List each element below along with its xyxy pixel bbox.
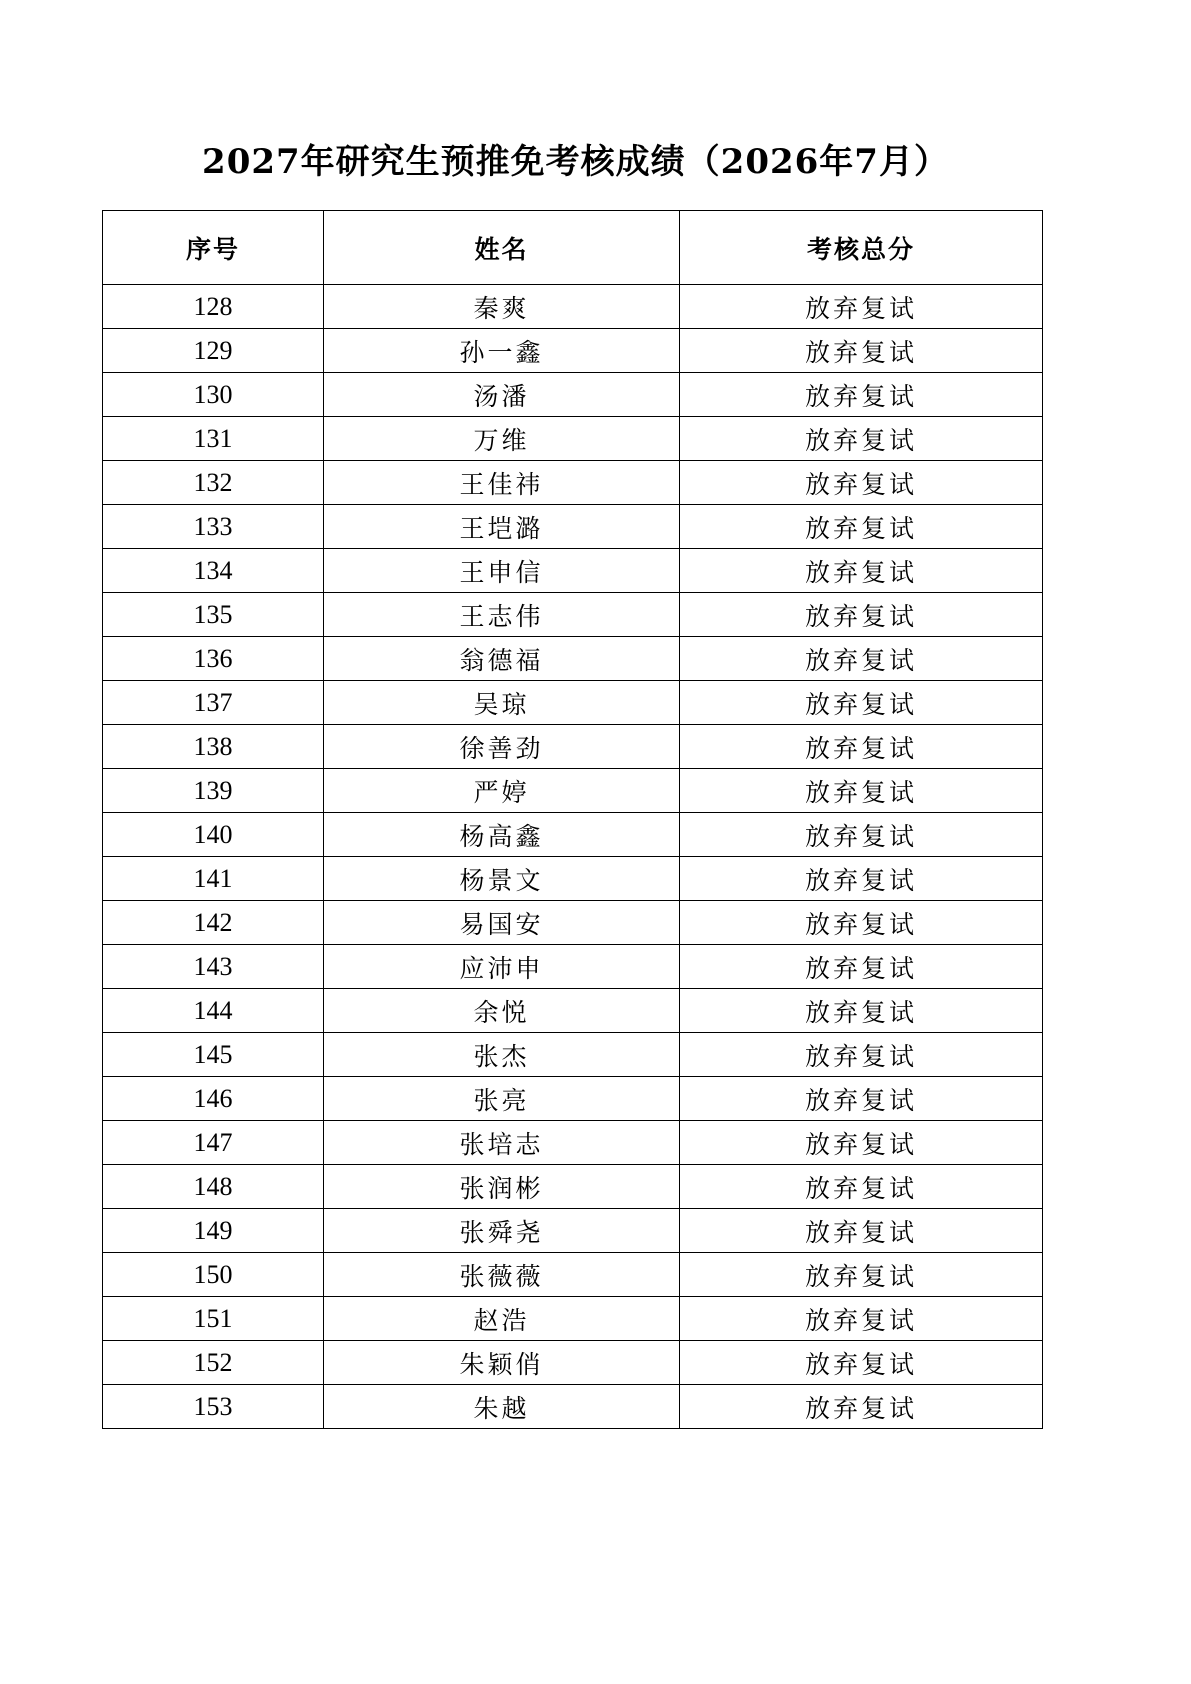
table-row xyxy=(103,637,1043,681)
student-name-cell: 严婷 xyxy=(324,769,680,813)
row-number-cell: 139 xyxy=(103,769,324,813)
table-row xyxy=(103,373,1043,417)
table-row xyxy=(103,1121,1043,1165)
score-cell: 放弃复试 xyxy=(680,1165,1043,1209)
table-row xyxy=(103,901,1043,945)
table-row xyxy=(103,461,1043,505)
row-number-cell: 141 xyxy=(103,857,324,901)
score-cell: 放弃复试 xyxy=(680,417,1043,461)
row-number-cell: 144 xyxy=(103,989,324,1033)
row-number-cell: 146 xyxy=(103,1077,324,1121)
table-row xyxy=(103,1297,1043,1341)
row-number-cell: 138 xyxy=(103,725,324,769)
student-name-cell: 张杰 xyxy=(324,1033,680,1077)
score-cell: 放弃复试 xyxy=(680,681,1043,725)
table-row xyxy=(103,769,1043,813)
student-name-cell: 余悦 xyxy=(324,989,680,1033)
table-row xyxy=(103,813,1043,857)
score-cell: 放弃复试 xyxy=(680,373,1043,417)
score-cell: 放弃复试 xyxy=(680,1385,1043,1429)
header-total-score: 考核总分 xyxy=(680,211,1043,285)
table-row xyxy=(103,1209,1043,1253)
student-name-cell: 王申信 xyxy=(324,549,680,593)
score-cell: 放弃复试 xyxy=(680,1253,1043,1297)
row-number-cell: 135 xyxy=(103,593,324,637)
score-cell: 放弃复试 xyxy=(680,461,1043,505)
student-name-cell: 杨景文 xyxy=(324,857,680,901)
student-name-cell: 张舜尧 xyxy=(324,1209,680,1253)
row-number-cell: 151 xyxy=(103,1297,324,1341)
score-cell: 放弃复试 xyxy=(680,945,1043,989)
student-name-cell: 张薇薇 xyxy=(324,1253,680,1297)
row-number-cell: 136 xyxy=(103,637,324,681)
score-cell: 放弃复试 xyxy=(680,1297,1043,1341)
table-row xyxy=(103,989,1043,1033)
student-name-cell: 朱越 xyxy=(324,1385,680,1429)
row-number-cell: 132 xyxy=(103,461,324,505)
row-number-cell: 137 xyxy=(103,681,324,725)
table-header-row xyxy=(103,211,1043,285)
row-number-cell: 131 xyxy=(103,417,324,461)
table-row xyxy=(103,681,1043,725)
table-row xyxy=(103,1341,1043,1385)
score-cell: 放弃复试 xyxy=(680,549,1043,593)
student-name-cell: 汤潘 xyxy=(324,373,680,417)
score-cell: 放弃复试 xyxy=(680,1341,1043,1385)
score-cell: 放弃复试 xyxy=(680,769,1043,813)
student-name-cell: 张培志 xyxy=(324,1121,680,1165)
score-cell: 放弃复试 xyxy=(680,901,1043,945)
row-number-cell: 152 xyxy=(103,1341,324,1385)
scores-table xyxy=(102,210,1043,1429)
student-name-cell: 王佳祎 xyxy=(324,461,680,505)
student-name-cell: 杨高鑫 xyxy=(324,813,680,857)
row-number-cell: 129 xyxy=(103,329,324,373)
score-cell: 放弃复试 xyxy=(680,989,1043,1033)
score-cell: 放弃复试 xyxy=(680,637,1043,681)
score-cell: 放弃复试 xyxy=(680,285,1043,329)
row-number-cell: 142 xyxy=(103,901,324,945)
row-number-cell: 148 xyxy=(103,1165,324,1209)
table-body xyxy=(103,285,1043,1429)
student-name-cell: 翁德福 xyxy=(324,637,680,681)
table-row xyxy=(103,857,1043,901)
score-cell: 放弃复试 xyxy=(680,505,1043,549)
score-cell: 放弃复试 xyxy=(680,1077,1043,1121)
student-name-cell: 王志伟 xyxy=(324,593,680,637)
row-number-cell: 147 xyxy=(103,1121,324,1165)
row-number-cell: 134 xyxy=(103,549,324,593)
row-number-cell: 150 xyxy=(103,1253,324,1297)
score-cell: 放弃复试 xyxy=(680,813,1043,857)
score-cell: 放弃复试 xyxy=(680,1209,1043,1253)
header-name: 姓名 xyxy=(324,211,680,285)
table-row xyxy=(103,725,1043,769)
table-row xyxy=(103,1077,1043,1121)
table-row xyxy=(103,1385,1043,1429)
student-name-cell: 应沛申 xyxy=(324,945,680,989)
score-cell: 放弃复试 xyxy=(680,329,1043,373)
row-number-cell: 128 xyxy=(103,285,324,329)
table-row xyxy=(103,593,1043,637)
student-name-cell: 吴琼 xyxy=(324,681,680,725)
page-title: 2027年研究生预推免考核成绩（2026年7月） xyxy=(202,142,949,182)
table-row xyxy=(103,945,1043,989)
student-name-cell: 张亮 xyxy=(324,1077,680,1121)
row-number-cell: 153 xyxy=(103,1385,324,1429)
student-name-cell: 万维 xyxy=(324,417,680,461)
table-row xyxy=(103,285,1043,329)
table-row xyxy=(103,549,1043,593)
student-name-cell: 秦爽 xyxy=(324,285,680,329)
header-number: 序号 xyxy=(103,211,324,285)
table-row xyxy=(103,1253,1043,1297)
row-number-cell: 143 xyxy=(103,945,324,989)
student-name-cell: 赵浩 xyxy=(324,1297,680,1341)
student-name-cell: 徐善劲 xyxy=(324,725,680,769)
row-number-cell: 130 xyxy=(103,373,324,417)
student-name-cell: 王垲潞 xyxy=(324,505,680,549)
score-cell: 放弃复试 xyxy=(680,857,1043,901)
table-row xyxy=(103,417,1043,461)
score-cell: 放弃复试 xyxy=(680,725,1043,769)
table-row xyxy=(103,1165,1043,1209)
row-number-cell: 149 xyxy=(103,1209,324,1253)
student-name-cell: 孙一鑫 xyxy=(324,329,680,373)
student-name-cell: 张润彬 xyxy=(324,1165,680,1209)
score-cell: 放弃复试 xyxy=(680,593,1043,637)
student-name-cell: 易国安 xyxy=(324,901,680,945)
row-number-cell: 145 xyxy=(103,1033,324,1077)
student-name-cell: 朱颖俏 xyxy=(324,1341,680,1385)
table-row xyxy=(103,505,1043,549)
score-cell: 放弃复试 xyxy=(680,1033,1043,1077)
table-row xyxy=(103,329,1043,373)
row-number-cell: 133 xyxy=(103,505,324,549)
row-number-cell: 140 xyxy=(103,813,324,857)
score-cell: 放弃复试 xyxy=(680,1121,1043,1165)
table-row xyxy=(103,1033,1043,1077)
